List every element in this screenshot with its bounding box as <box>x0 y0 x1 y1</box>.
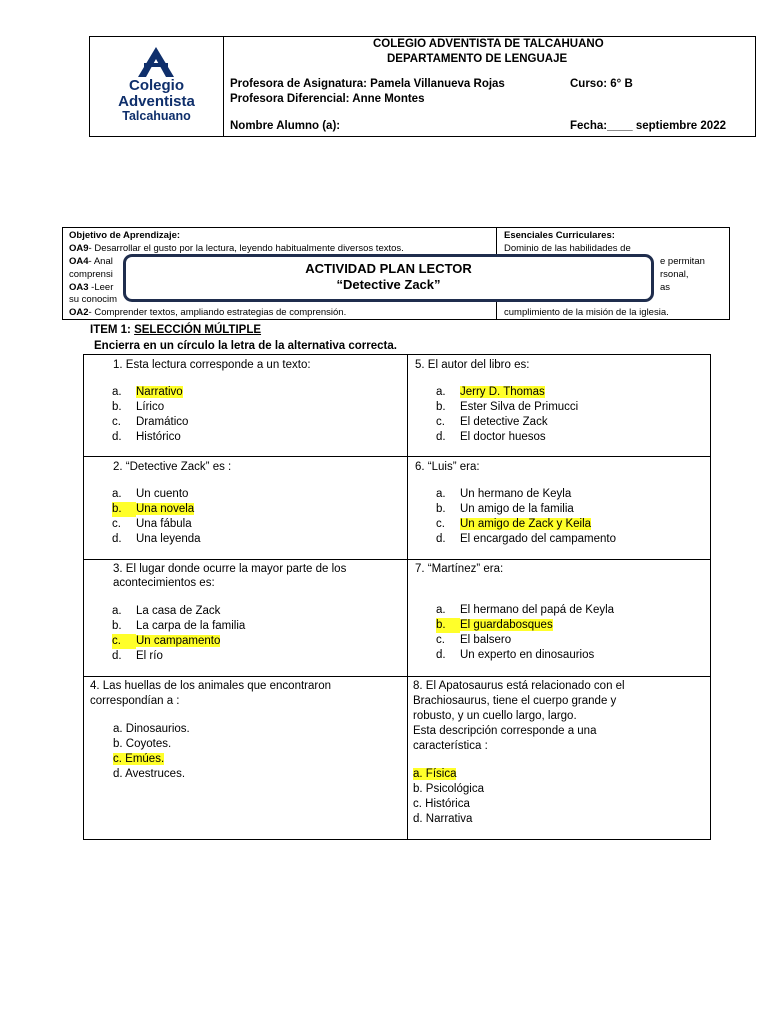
differential-teacher: Profesora Diferencial: Anne Montes <box>230 93 425 105</box>
option[interactable]: b. La carpa de la familia <box>112 620 246 632</box>
option[interactable]: d. Avestruces. <box>113 768 186 780</box>
logo-text-line: Colegio <box>129 77 184 94</box>
option[interactable]: b. Psicológica <box>413 783 484 795</box>
question-text: 3. El lugar donde ocurre la mayor parte de los <box>113 563 347 575</box>
item-heading <box>90 324 261 336</box>
option[interactable]: a. Un cuento <box>112 488 189 500</box>
activity-subtitle: “Detective Zack” <box>336 277 441 292</box>
objective-line: su conocim <box>69 294 118 305</box>
option[interactable]: b. Una novela <box>112 503 195 515</box>
teacher-name: Profesora de Asignatura: Pamela Villanueva Rojas <box>230 78 505 90</box>
option[interactable]: d. El doctor huesos <box>436 431 546 443</box>
option[interactable]: a. Jerry D. Thomas <box>436 386 545 398</box>
option[interactable]: b. Ester Silva de Primucci <box>436 401 579 413</box>
row-divider <box>84 456 710 457</box>
question-text: 4. Las huellas de los animales que encontraron <box>90 680 332 692</box>
option[interactable]: c. El balsero <box>436 634 512 646</box>
course-label: Curso: 6° B <box>570 78 633 90</box>
logo-text-line: Talcahuano <box>122 109 191 123</box>
question-text: acontecimientos es: <box>113 577 215 589</box>
column-divider <box>407 355 408 839</box>
question-text: robusto, y un cuello largo, largo. <box>413 710 577 722</box>
option[interactable]: d. El encargado del campamento <box>436 533 616 545</box>
option[interactable]: b. El guardabosques <box>436 619 553 631</box>
item-instruction: Encierra en un círculo la letra de la alternativa correcta. <box>94 340 397 352</box>
question-text: Brachiosaurus, tiene el cuerpo grande y <box>413 695 617 707</box>
objectives-title: Objetivo de Aprendizaje: <box>69 230 181 241</box>
question-text: 7. “Martínez” era: <box>415 563 504 575</box>
objective-line: OA3 -Leer <box>69 282 114 293</box>
row-divider <box>84 676 710 677</box>
header-table <box>89 36 756 137</box>
option[interactable]: b. Coyotes. <box>113 738 172 750</box>
option[interactable]: c. Un campamento <box>112 635 221 647</box>
objective-line: comprensi <box>69 269 113 280</box>
option[interactable]: a. Narrativo <box>112 386 183 398</box>
essentials-title: Esenciales Curriculares: <box>504 230 615 241</box>
option[interactable]: c. Emúes. <box>113 753 165 765</box>
option[interactable]: c. Una fábula <box>112 518 192 530</box>
option[interactable]: c. Un amigo de Zack y Keila <box>436 518 592 530</box>
option[interactable]: c. Histórica <box>413 798 470 810</box>
option[interactable]: a. Un hermano de Keyla <box>436 488 572 500</box>
essentials-line: as <box>660 282 671 293</box>
essentials-line: Dominio de las habilidades de <box>504 243 631 254</box>
option[interactable]: a. El hermano del papá de Keyla <box>436 604 615 616</box>
item-type: SELECCIÓN MÚLTIPLE <box>134 324 262 336</box>
questions-table <box>83 354 711 840</box>
essentials-line: cumplimiento de la misión de la iglesia. <box>504 307 669 318</box>
activity-title-box <box>123 254 654 302</box>
school-name: COLEGIO ADVENTISTA DE TALCAHUANO <box>373 38 604 50</box>
question-text: correspondían a : <box>90 695 180 707</box>
logo-text-line: Adventista <box>118 93 195 110</box>
objective-line: OA4- Anal <box>69 256 113 267</box>
objective-line: OA2- Comprender textos, ampliando estrategias de comprensión. <box>69 307 347 318</box>
question-text: Esta descripción corresponde a una <box>413 725 597 737</box>
question-text: 6. “Luis” era: <box>415 461 480 473</box>
option[interactable]: c. Dramático <box>112 416 189 428</box>
option[interactable]: d. Una leyenda <box>112 533 201 545</box>
question-text: característica : <box>413 740 488 752</box>
item-label: ITEM 1: <box>90 324 131 336</box>
row-divider <box>84 559 710 560</box>
option[interactable]: b. Lírico <box>112 401 165 413</box>
question-text: 8. El Apatosaurus está relacionado con el <box>413 680 625 692</box>
school-logo <box>90 37 224 136</box>
question-text: 1. Esta lectura corresponde a un texto: <box>113 359 311 371</box>
question-text: 5. El autor del libro es: <box>415 359 530 371</box>
objective-line: OA9- Desarrollar el gusto por la lectura, leyendo habitualmente diversos textos. <box>69 243 404 254</box>
question-text: 2. “Detective Zack” es : <box>113 461 232 473</box>
option[interactable]: c. El detective Zack <box>436 416 548 428</box>
activity-title: ACTIVIDAD PLAN LECTOR <box>305 261 472 276</box>
date-field[interactable]: Fecha:____ septiembre 2022 <box>570 120 726 132</box>
option[interactable]: b. Un amigo de la familia <box>436 503 574 515</box>
option[interactable]: d. Narrativa <box>413 813 473 825</box>
department-name: DEPARTAMENTO DE LENGUAJE <box>387 53 568 65</box>
student-name-field[interactable]: Nombre Alumno (a): <box>230 120 341 132</box>
option[interactable]: d. El río <box>112 650 163 662</box>
essentials-line: rsonal, <box>660 269 689 280</box>
essentials-line: e permitan <box>660 256 705 267</box>
option[interactable]: d. Histórico <box>112 431 181 443</box>
option[interactable]: a. Física <box>413 768 457 780</box>
option[interactable]: a. La casa de Zack <box>112 605 221 617</box>
option[interactable]: d. Un experto en dinosaurios <box>436 649 595 661</box>
option[interactable]: a. Dinosaurios. <box>113 723 190 735</box>
logo-a-icon <box>138 47 174 77</box>
